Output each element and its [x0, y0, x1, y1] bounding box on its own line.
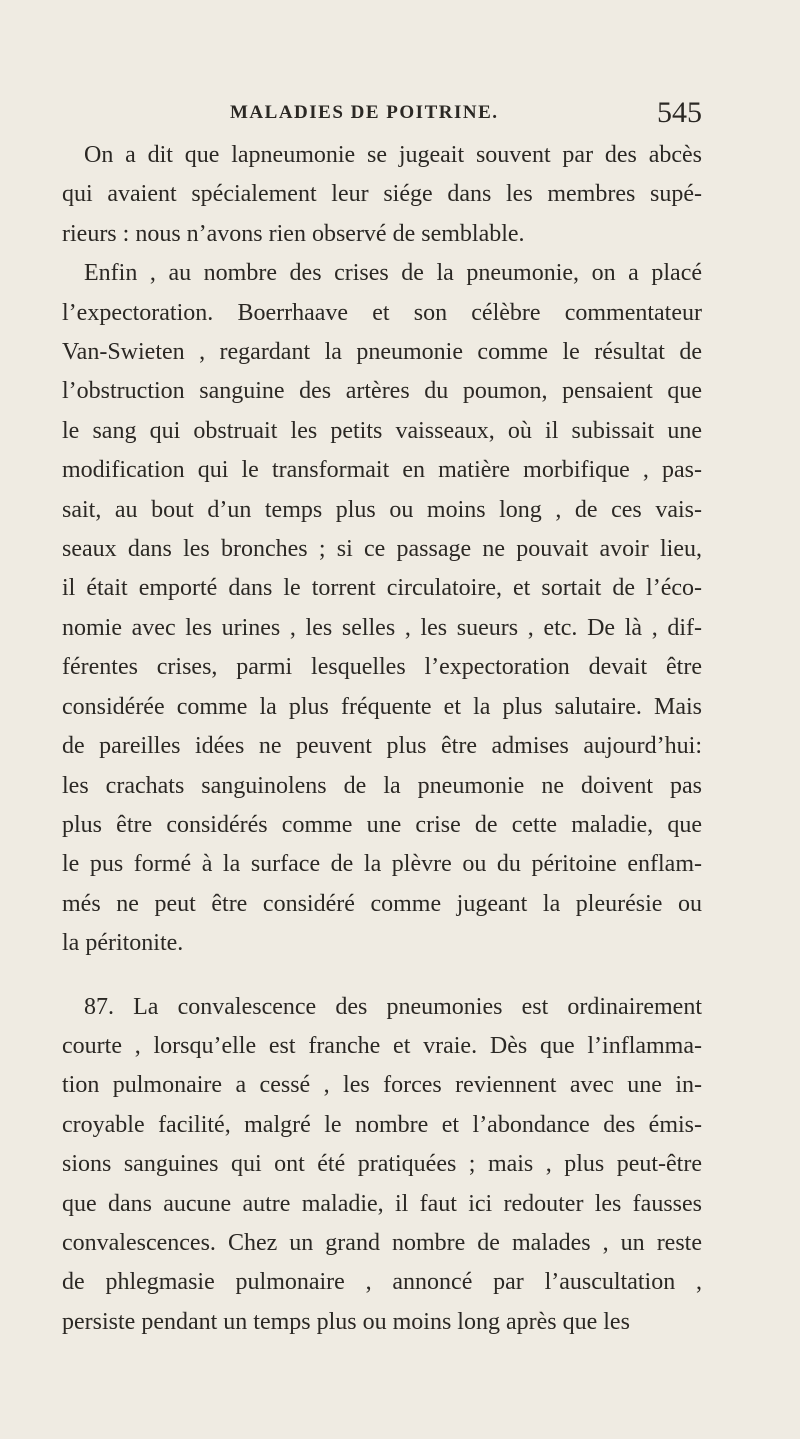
text-line: nomie avec les urines , les selles , les sueurs , etc. De là , dif-: [62, 614, 702, 641]
text-line: més ne peut être considéré comme jugeant la pleurésie ou: [62, 890, 702, 917]
text-line: considérée comme la plus fréquente et la plus salutaire. Mais: [62, 693, 702, 720]
paragraph-expectoration: [62, 254, 702, 963]
text-line: de pareilles idées ne peuvent plus être admises aujourd’hui:: [62, 733, 702, 760]
text-line: courte , lorsqu’elle est franche et vraie. Dès que l’inflamma-: [62, 1032, 702, 1059]
text-line: tion pulmonaire a cessé , les forces reviennent avec une in-: [62, 1072, 702, 1099]
text-line: croyable facilité, malgré le nombre et l’abondance des émis-: [62, 1111, 702, 1138]
text-line: il était emporté dans le torrent circulatoire, et sortait de l’éco-: [62, 575, 702, 602]
text-line: modification qui le transformait en matière morbifique , pas-: [62, 457, 702, 484]
text-line: férentes crises, parmi lesquelles l’expectoration devait être: [62, 654, 702, 681]
body-text: [62, 136, 702, 1342]
text-line: convalescences. Chez un grand nombre de malades , un reste: [62, 1229, 702, 1256]
text-line: On a dit que lapneumonie se jugeait souvent par des abcès: [84, 142, 702, 168]
running-title: MALADIES DE POITRINE.: [230, 102, 499, 123]
text-line: le sang qui obstruait les petits vaisseaux, où il subissait une: [62, 417, 702, 444]
text-line: sions sanguines qui ont été pratiquées ; mais , plus peut-être: [62, 1151, 702, 1178]
text-line: persiste pendant un temps plus ou moins long après que les: [62, 1308, 630, 1335]
text-line: Enfin , au nombre des crises de la pneumonie, on a placé: [84, 260, 702, 287]
text-line: la péritonite.: [62, 930, 184, 957]
text-line: de phlegmasie pulmonaire , annoncé par l’auscultation ,: [62, 1269, 702, 1296]
text-line: le pus formé à la surface de la plèvre ou du péritoine enflam-: [62, 851, 702, 878]
paragraph-gap: [62, 964, 702, 988]
paragraph-abces: [62, 136, 702, 254]
text-line: les crachats sanguinolens de la pneumonie ne doivent pas: [62, 772, 702, 799]
text-line: plus être considérés comme une crise de cette maladie, que: [62, 811, 702, 838]
text-line: l’obstruction sanguine des artères du poumon, pensaient que: [62, 378, 702, 405]
text-line: Van-Swieten , regardant la pneumonie comme le résultat de: [62, 339, 702, 366]
text-line: que dans aucune autre maladie, il faut ici redouter les fausses: [62, 1190, 702, 1217]
text-line: sait, au bout d’un temps plus ou moins long , de ces vais-: [62, 496, 702, 523]
running-head: [62, 96, 702, 136]
text-line: qui avaient spécialement leur siége dans les membres supé-: [62, 181, 702, 208]
text-line: 87. La convalescence des pneumonies est ordinairement: [84, 993, 702, 1020]
paragraph-convalescence: [62, 988, 702, 1343]
text-line: rieurs : nous n’avons rien observé de semblable.: [62, 220, 525, 247]
text-line: seaux dans les bronches ; si ce passage ne pouvait avoir lieu,: [62, 536, 702, 563]
page-number: 545: [657, 96, 702, 129]
text-line: l’expectoration. Boerrhaave et son célèbre commentateur: [62, 299, 702, 326]
